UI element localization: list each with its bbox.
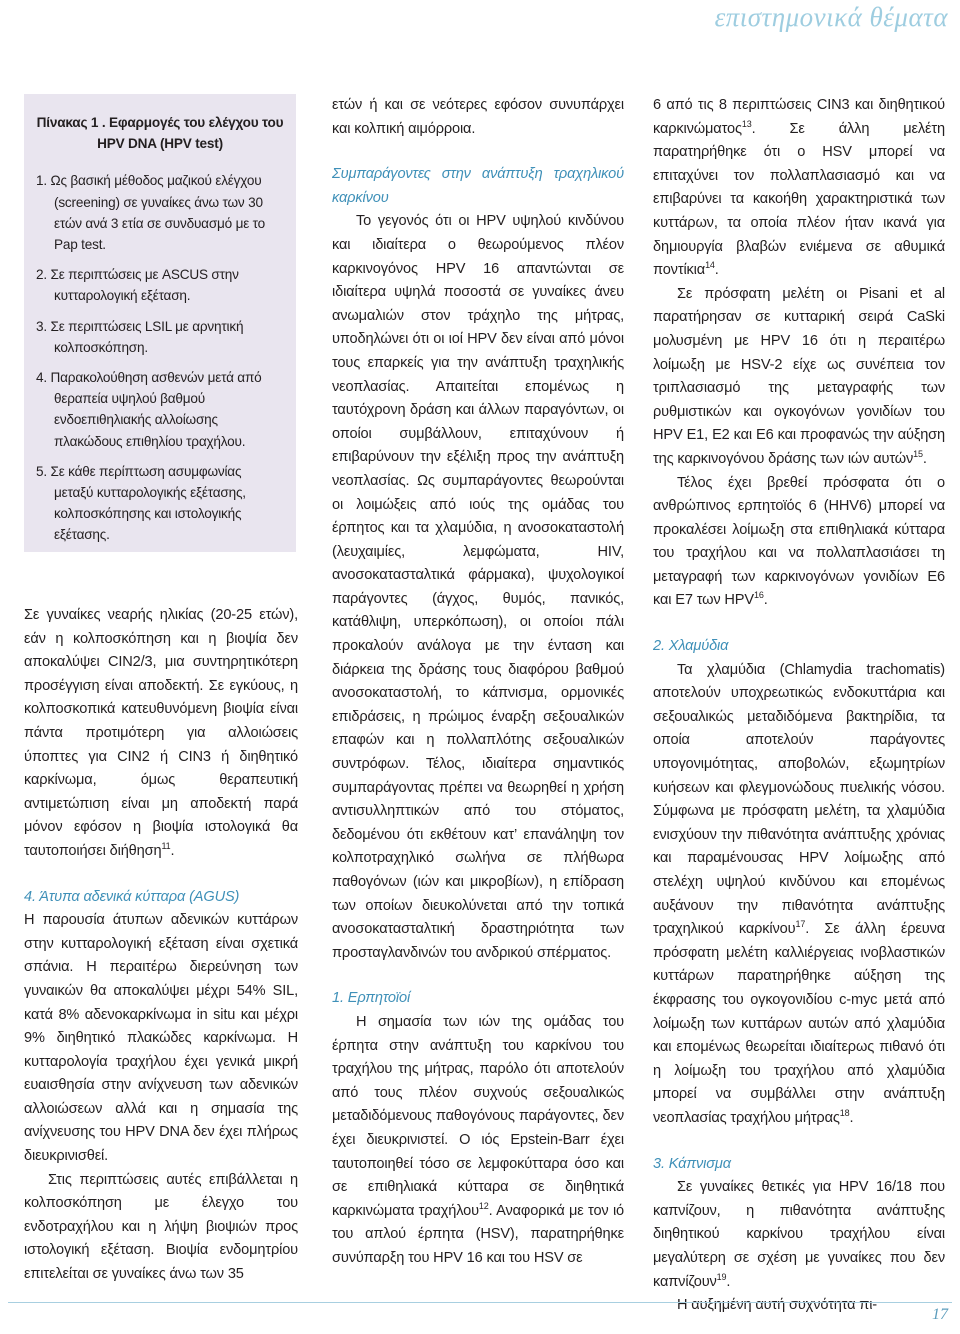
list-item: 2. Σε περιπτώσεις με ASCUS στην κυτταρολογική εξέταση. <box>36 267 239 304</box>
section-heading: 3. Κάπνισμα <box>653 1155 731 1172</box>
paragraph: Σε πρόσφατη μελέτη οι Pisani et al παρατήρησαν σε κυτταρική σειρά CaSki μολυσμένη με HPV 16 ότι η περαιτέρω λοίμωξη με HSV-2 είχε ως συνέπεια τον τριπλασιασμό της μεταγραφής των ρυθμιστικών και ογκογόνων γονιδίων του HPV E1, E2 και E6 και προφανώς την αύξηση της καρκινογόνου δράσης των ιών αυτών$^{15}$. <box>653 285 945 467</box>
column-2 <box>332 94 624 1271</box>
page-number: 17 <box>932 1306 948 1323</box>
paragraph: Το γεγονός ότι οι HPV υψηλού κινδύνου και ιδιαίτερα ο θεωρούμενος πλέον καρκινογόνος HPV 16 απαντώνται σε ιδιαίτερα υψηλά ποσοστά σε γυναίκες άνευ ανωμαλιών στον τράχηλο της μήτρας, υποδηλώνει ότι οι ιοί HPV δεν είναι από μόνοι τους επαρκείς για την ανάπτυξη τραχηλικής νεοπλασίας. Απαιτείται επομένως η ταυτόχρονη δράση και άλλων παραγόντων, οι οποίοι συμβάλλουν, επιταχύνουν ή επιβαρύνουν την εξέλιξη προς την ανάπτυξη νεοπλασίας. Ως συμπαράγοντες θεωρούνται οι λοιμώξεις από ιούς της ομάδας του έρπητος και τα χλαμύδια, η ανοσοκαταστολή (λευχαιμίες, λεμφώματα, HIV, ανοσοκατασταλτικά φάρμακα), ψυχολογικοί παράγοντες (άγχος, θυμός, πανικός, κατάθλιψη, υπερκόπωση), οι οποίοι πάλι προκαλούν ανάλογα με την ένταση και διάρκεια της δράσης τους διαφόρου βαθμού ανοσοκαταστολή, το κάπνισμα, ορμονικές επιδράσεις, η πρώιμος έναρξη σεξουαλικών επαφών και η πολλαπλότης σεξουαλικών συντρόφων. Τέλος, ιδιαίτερα σημαντικός συμπαράγοντας πρέπει να θεωρηθεί η χρήση αντισυλληπτικών από του στόματος, δεδομένου ότι εκθέτουν κατ’ επανάληψη τον κολποτραχηλικό σωλήνα σε πλήθωρα παθογόνων (ιών και μικροβίων), η επίδραση των οποίων διευκολύνεται από την τοπικά ανοσοκατασταλτική δραστηριότητα των προσταγλανδινών του ανδρικού σπέρματος. <box>332 213 624 961</box>
footer-rule <box>8 1302 952 1303</box>
list-item: 3. Σε περιπτώσεις LSIL με αρνητική κολποσκόπηση. <box>36 318 244 355</box>
column-1 <box>24 604 298 1287</box>
section-title: επιστημονικά θέματα <box>714 2 948 32</box>
paragraph: Στις περιπτώσεις αυτές επιβάλλεται η κολποσκόπηση με έλεγχο του ενδοτραχήλου και η λήψη βιοψιών προς ιστολογική εξέταση. Βιοψία ενδομητρίου επιτελείται σε γυναίκες άνω των 35 <box>24 1171 298 1283</box>
paragraph: Η αυξημένη αυτή συχνότητα πι- <box>677 1297 878 1314</box>
paragraph: Τέλος έχει βρεθεί πρόσφατα ότι ο ανθρώπινος ερπητοϊός 6 (HHV6) μπορεί να προκαλέσει λοίμωξη στα επιθηλιακά κύτταρα του τραχήλου και να πολλαπλασιάσει τη μεταγραφή των καρκινογόνων γονιδίων E6 και E7 των HPV$^{16}$. <box>653 474 945 609</box>
section-heading: 1. Ερπητοϊοί <box>332 990 411 1007</box>
paragraph: Η σημασία των ιών της ομάδας του έρπητα στην ανάπτυξη του καρκίνου του τραχήλου της μήτρας, παρόλο ότι αποτελούν από τους πλέον συχνούς σεξουαλικώς μεταδιδόμενους παθογόνους παράγοντες, δεν έχει διευκρινιστεί. Ο ιός Epstein-Barr έχει ταυτοποιηθεί τόσο σε λεμφοκύτταρα όσο και σε επιθηλιακά κύτταρα σε διηθητικά καρκινώματα τραχήλου$^{12}$. Αναφορικά με τον ιό του απλού έρπητα (HSV), παρατηρήθηκε συνύπαρξη του HPV 16 και του HSV σε <box>332 1013 624 1266</box>
paragraph: ετών ή και σε νεότερες εφόσον συνυπάρχει και κολπική αιμόρροια. <box>332 97 624 137</box>
section-heading: Συμπαράγοντες στην ανάπτυξη τραχηλικού καρκίνου <box>332 166 624 206</box>
section-heading: 4. Άτυπα αδενικά κύτταρα (AGUS) <box>24 888 240 905</box>
paragraph: Σε γυναίκες θετικές για HPV 16/18 που καπνίζουν, η πιθανότητα ανάπτυξης διηθητικού καρκίνου τραχήλου είναι μεγαλύτερη σε σχέση με γυναίκες που δεν καπνίζουν$^{19}$. <box>653 1179 945 1290</box>
column-3 <box>653 94 945 1318</box>
table-title: Πίνακας 1 . Εφαρμογές του ελέγχου του HPV DNA (HPV test) <box>36 115 284 152</box>
paragraph: Τα χλαμύδια (Chlamydia trachomatis) αποτελούν υποχρεωτικώς ενδοκυττάρια και σεξουαλικώς μεταδιδόμενα βακτηρίδια, τα οποία αποτελούν παράγοντες υπογονιμότητας, αποβολών, εξωμητρίων κυήσεων και φλεγμονώδους πυελικής νόσου. Σύμφωνα με πρόσφατη μελέτη, τα χλαμύδια ενισχύουν την πιθανότητα ανάπτυξης χρόνιας και παραμένουσας HPV λοίμωξης από στελέχη υψηλού κινδύνου και επομένως αυξάνουν την πιθανότητα ανάπτυξης τραχηλικού καρκίνου$^{17}$. Σε άλλη έρευνα πρόσφατη μελέτη καλλιέργειας ινοβλαστικών κυττάρων παρατηρήθηκε αύξηση της έκφρασης του ογκογονιδίου c-myc μετά από λοίμωξη των κυττάρων αυτών από χλαμύδια και επομένως θεωρείται ιδιαίτερως πιθανό ότι η λοίμωξη του τραχήλου από χλαμύδια μπορεί να συμβάλλει στην ανάπτυξη νεοπλασίας τραχήλου μήτρας$^{18}$. <box>653 661 945 1126</box>
paragraph: Η παρουσία άτυπων αδενικών κυττάρων στην κυτταρολογική εξέταση είναι σχετικά σπάνια. Η περαιτέρω διερεύνηση των γυναικών θα αποκαλύψει μέχρι 54% SIL, κατά 8% αδενοκαρκίνωμα in situ και μέχρι 9% διηθητικό πλακώδες καρκίνωμα. Η κυτταρολογία τραχήλου έχει γενικά μικρή ευαισθησία στην ανίχνευση των αδενικών αλλοιώσεων αλλά και η σημασία της ανίχνευσης του HPV DNA δεν έχει πλήρως διευκρινισθεί. <box>24 912 298 1165</box>
paragraph: 6 από τις 8 περιπτώσεις CIN3 και διηθητικού καρκινώματος$^{13}$. Σε άλλη μελέτη παρατηρήθηκε ότι ο HSV μπορεί να επιταχύνει τον πολλαπλασιασμό και να επιβαρύνει τα κακοήθη χαρακτηριστικά των κυττάρων, τα οποία πλέον ήταν ικανά για δημιουργία βλαβών ενιέμενα σε αθυμικά ποντίκια$^{14}$. <box>653 97 945 279</box>
list-item: 5. Σε κάθε περίπτωση ασυμφωνίας μεταξύ κυτταρολογικής εξέτασης, κολποσκόπησης και ιστολογικής εξέτασης. <box>36 463 246 543</box>
list-item: 4. Παρακολούθηση ασθενών μετά από θεραπεία υψηλού βαθμού ενδοεπιθηλιακής αλλοίωσης πλακώδους επιθηλίου τραχήλου. <box>36 370 262 449</box>
section-heading: 2. Χλαμύδια <box>653 638 729 655</box>
paragraph: Σε γυναίκες νεαρής ηλικίας (20-25 ετών), εάν η κολποσκόπηση και η βιοψία δεν αποκαλύψει CIN2/3, μια συντηρητικότερη προσέγγιση είναι αποδεκτή. Σε εγκύους, η κολποσκοπικά κατευθυνόμενη βιοψία είναι πάντα προτιμότερη για αλλοιώσεις ύποπτες για CIN2 ή CIN3 ή διηθητικό καρκίνωμα, όμως θεραπευτική αντιμετώπιση είναι μη αποδεκτή παρά μόνον εφόσον η βιοψία ιστολογικά θα ταυτοποιήσει διήθηση$^{11}$. <box>24 607 298 859</box>
table-box <box>24 94 296 552</box>
list-item: 1. Ως βασική μέθοδος μαζικού ελέγχου (screening) σε γυναίκες άνω των 30 ετών ανά 3 ετία σε συνδυασμό με το Pap test. <box>36 173 266 253</box>
table-list <box>36 170 284 545</box>
